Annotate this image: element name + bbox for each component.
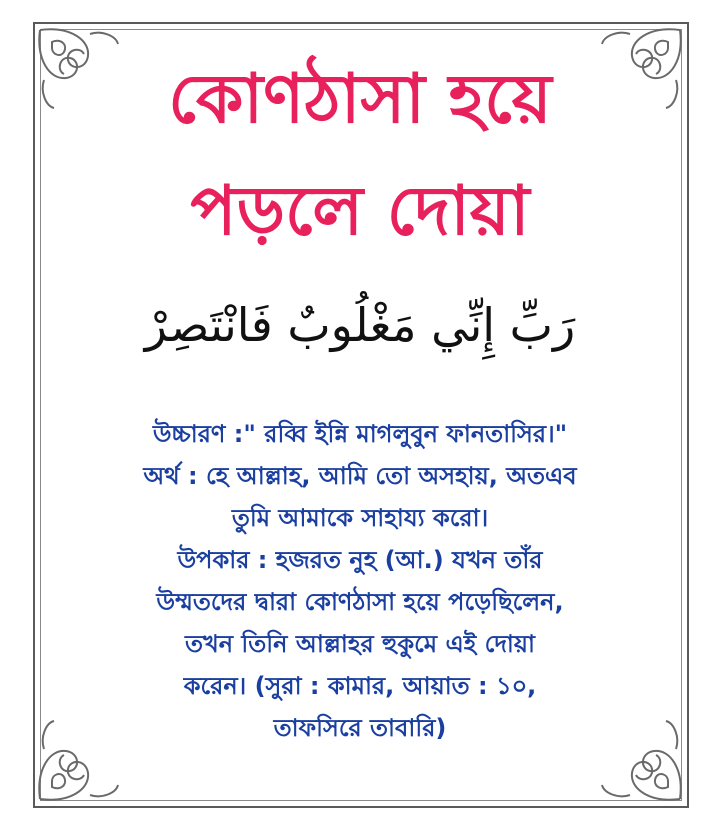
benefit-line-1: উপকার : হজরত নুহ (আ.) যখন তাঁর	[177, 546, 543, 574]
title-line-1: কোণঠাসা হয়ে	[168, 60, 552, 139]
dua-description	[56, 413, 664, 749]
pronunciation-line: উচ্চারণ :" রব্বি ইন্নি মাগলুবুন ফানতাসির।"	[152, 420, 568, 448]
reference-line-2: তাফসিরে তাবারি)	[273, 714, 447, 742]
meaning-line-2: তুমি আমাকে সাহায্য করো।	[231, 504, 489, 532]
benefit-line-3: তখন তিনি আল্লাহর হুকুমে এই দোয়া	[184, 630, 535, 658]
benefit-line-2: উম্মতদের দ্বারা কোণঠাসা হয়ে পড়েছিলেন,	[156, 588, 564, 616]
reference-line-1: করেন। (সুরা : কামার, আয়াত : ১০,	[183, 672, 537, 700]
arabic-dua-text: رَبِّ إِنِّي مَغْلُوبٌ فَانْتَصِرْ	[144, 298, 576, 352]
meaning-line-1: অর্থ : হে আল্লাহ, আমি তো অসহায়, অতএব	[143, 462, 577, 490]
title-line-2: পড়লে দোয়া	[190, 172, 530, 251]
